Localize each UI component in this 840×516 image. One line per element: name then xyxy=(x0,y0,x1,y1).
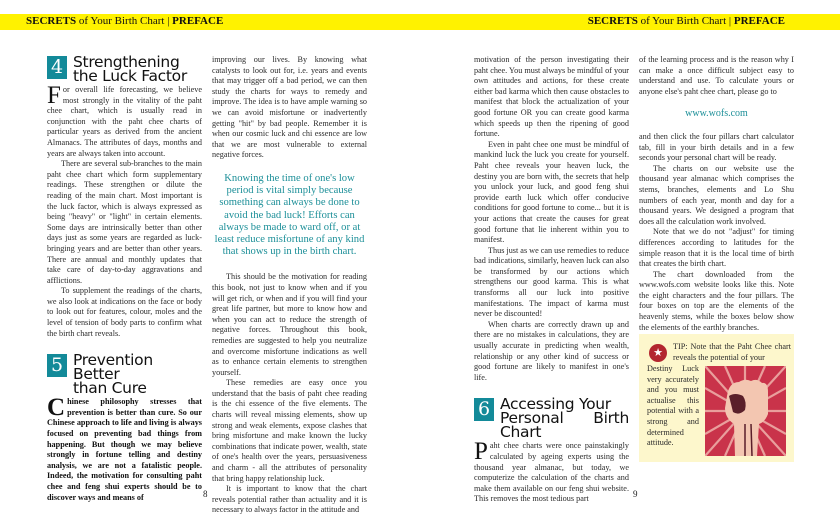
paragraph: When charts are correctly drawn up and there are no mistakes in calculations, they are usually accurate in predicting when wealth, relationship or any other kind of success or good fortune are likely to manifest in one's life. xyxy=(474,319,629,382)
tip-text: TIP: Note that the Paht Chee chart reveals the potential of your xyxy=(673,342,791,362)
running-header-right xyxy=(420,14,840,30)
paragraph: Thus just as we can use remedies to reduce bad indications, similarly, heaven luck can also be transformed by our actions which strengthens our good karma. This is what transforms all our luck into positive manifestations. The impact of karma must never be discounted! xyxy=(474,245,629,319)
right-page-column-1 xyxy=(474,55,629,505)
section-4-heading xyxy=(47,55,202,83)
section-title-line: Prevention Better xyxy=(73,351,153,384)
paragraph: The charts on our website use the thousand year almanac which comprises the stems, branches, elements and Lo Shu numbers of each year, month and day for a thousand years. We designed a program that does all the calculation work involved. xyxy=(639,163,794,226)
section-title xyxy=(73,55,187,83)
paragraph: Note that we do not "adjust" for timing differences according to latitudes for the simple reason that it is the local time of birth that creates the birth chart. xyxy=(639,227,794,269)
paragraph-text: or overall life forecasting, we believe most strongly in the vitality of the paht chee chart, which is usually read in conjunction with the paht chee charts of particular years as derived from the ancient Almanacs. The attributes of days, months and years are always taken into account. xyxy=(47,85,202,158)
tip-box xyxy=(639,334,794,462)
page-number-right: 9 xyxy=(633,489,638,499)
pull-quote: Knowing the time of one's low period is vital simply because something can always be done to avoid the bad luck! Efforts can always be made to ward off, or at least reduce misfortune of any kind that shows up in the birth chart. xyxy=(214,172,365,258)
section-6-heading xyxy=(474,395,629,442)
star-badge-icon: ★ xyxy=(649,344,667,362)
running-head-text xyxy=(26,15,223,27)
paragraph: There are several sub-branches to the main paht chee chart which form supplementary readings. These strengthen or dilute the reading of the main chart. Most important is the luck factor, which is always expressed as being "heavy" or "light" in certain elements. Some days are intrinsically better than other days just as some years are regarded as luck-bringing years and are better than other years. There are annual and monthly updates that take care of day-to-day aggravations and afflictions. xyxy=(47,159,202,285)
section-title-line: Personal Birth Chart xyxy=(500,409,629,442)
paragraph: To supplement the readings of the charts, we also look at indications on the face or body to look out for features, colour, moles and the level of tension of body parts to confirm what the birth chart reveals. xyxy=(47,286,202,338)
section-title-line: Accessing Your xyxy=(500,395,611,414)
paragraph: Even in paht chee one must be mindful of mankind luck the luck you create for yourself. Paht chee reveals your heaven luck, the destiny you are born with, the secrets that help you unlock your luck, and good feng shui provide earth luck which offer conducive conditions for good fortune to come... but it is your actions that create the causes for great good fortune that lie inherent within you to manifest. xyxy=(474,139,629,245)
section-number-badge: 6 xyxy=(474,398,494,421)
paragraph: It is important to know that the chart reveals potential rather than actuality and it is necessary to always factor in the attitude and xyxy=(212,484,367,515)
running-head-separator: | xyxy=(728,15,732,27)
paragraph: and then click the four pillars chart calculator tab, fill in your birth details and in a few seconds your personal chart will be ready. xyxy=(639,131,794,163)
right-page-column-2 xyxy=(639,55,794,333)
paragraph: motivation of the person investigating their paht chee. You must always be mindful of your own attitudes and actions, for these create either bad karma which then cause obstacles to manifest that block the actualization of your good fortune OR you can create good karma which speeds up then the ripening of good fortune. xyxy=(474,55,629,139)
paragraph: These remedies are easy once you understand that the basis of paht chee reading is the chi essence of the five elements. The charts will reveal missing elements, show up strong and weak elements, expose clashes that bring misfortune and make known the lucky combinations that indicate power, wealth, state of one's health over the years, persuasiveness and charm - all the attributes of personality that bring happy relationship luck. xyxy=(212,378,367,483)
website-link[interactable]: www.wofs.com xyxy=(685,108,748,120)
section-5-heading xyxy=(47,351,202,398)
running-head-section: PREFACE xyxy=(733,15,785,27)
paragraph xyxy=(47,82,202,159)
paragraph: of the learning process and is the reason why I can make a once difficult subject easy to understand and use. To calculate yours or anyone else's paht chee chart, please go to xyxy=(639,55,794,96)
running-head-section: PREFACE xyxy=(172,15,224,27)
section-number-badge: 5 xyxy=(47,354,67,377)
page-number-left: 8 xyxy=(203,489,208,499)
running-head-secrets: SECRETS xyxy=(587,15,638,27)
left-page-column-1 xyxy=(47,55,202,503)
running-head-text xyxy=(588,15,785,27)
running-head-separator: | xyxy=(167,15,170,27)
section-title xyxy=(73,351,202,398)
section-title-line: the Luck Factor xyxy=(73,67,187,85)
paragraph: This should be the motivation for reading this book, not just to know when and if you will get rich, or when and if you will find your great life partner, but more to know how and when you can act to reduce the strength of negative forces. Throughout this book, remedies are suggested to help you neutralize and overcome misfortune indications as well as to enhance certain elements to strengthen yourself. xyxy=(212,272,367,377)
tip-text-continued: Destiny Luck very accurately and you must actualise this potential with a strong and determined attitude. xyxy=(647,364,699,448)
running-head-secrets: SECRETS xyxy=(26,15,77,27)
section-number-badge: 4 xyxy=(47,56,67,79)
section-title xyxy=(500,395,629,442)
left-page-column-2 xyxy=(212,55,367,516)
section-title-line: than Cure xyxy=(73,379,147,398)
paragraph xyxy=(47,394,202,503)
running-head-title: of Your Birth Chart xyxy=(78,15,165,27)
section-title-line: Strengthening xyxy=(73,53,180,71)
paragraph-text: hinese philosophy stresses that prevention is better than cure. So our Chinese approach to life and living is always focused on preventing bad things from happening. But though we may believe strongly in fortune telling and destiny analysis, we are not a fatalistic people. Indeed, the motivation for consulting paht chee and feng shui experts should be to discover ways and means of xyxy=(47,397,202,502)
paragraph: improving our lives. By knowing what catalysts to look out for, i.e. years and events that may trigger off a bad period, we can then study the charts for ways to remedy and improve. The idea is to have ample warning so we can avoid misfortune or inadvertently getting "hit" by bad people. Remember it is when our cosmic luck and chi essence are low that we are most vulnerable to external negative forces. xyxy=(212,55,367,160)
paragraph-text: aht chee charts were once painstakingly calculated by ageing experts using the thousand year almanac, but today, we computerize the calculation of the charts and make them available on our feng shui website. This removes the most tedious part xyxy=(474,441,629,504)
drop-cap: F xyxy=(47,82,61,109)
running-header-left xyxy=(0,14,420,30)
running-head-title: of Your Birth Chart xyxy=(640,15,727,27)
drop-cap: P xyxy=(474,438,488,466)
drop-cap: C xyxy=(47,394,66,422)
raised-fist-illustration xyxy=(705,366,786,456)
paragraph: The chart downloaded from the www.wofs.com website looks like this. Note the eight characters and the four pillars. The four boxes on top are the elements of the heavenly stems, while the boxes below show the elements of the earthly branches. xyxy=(639,269,794,332)
paragraph xyxy=(474,438,629,505)
